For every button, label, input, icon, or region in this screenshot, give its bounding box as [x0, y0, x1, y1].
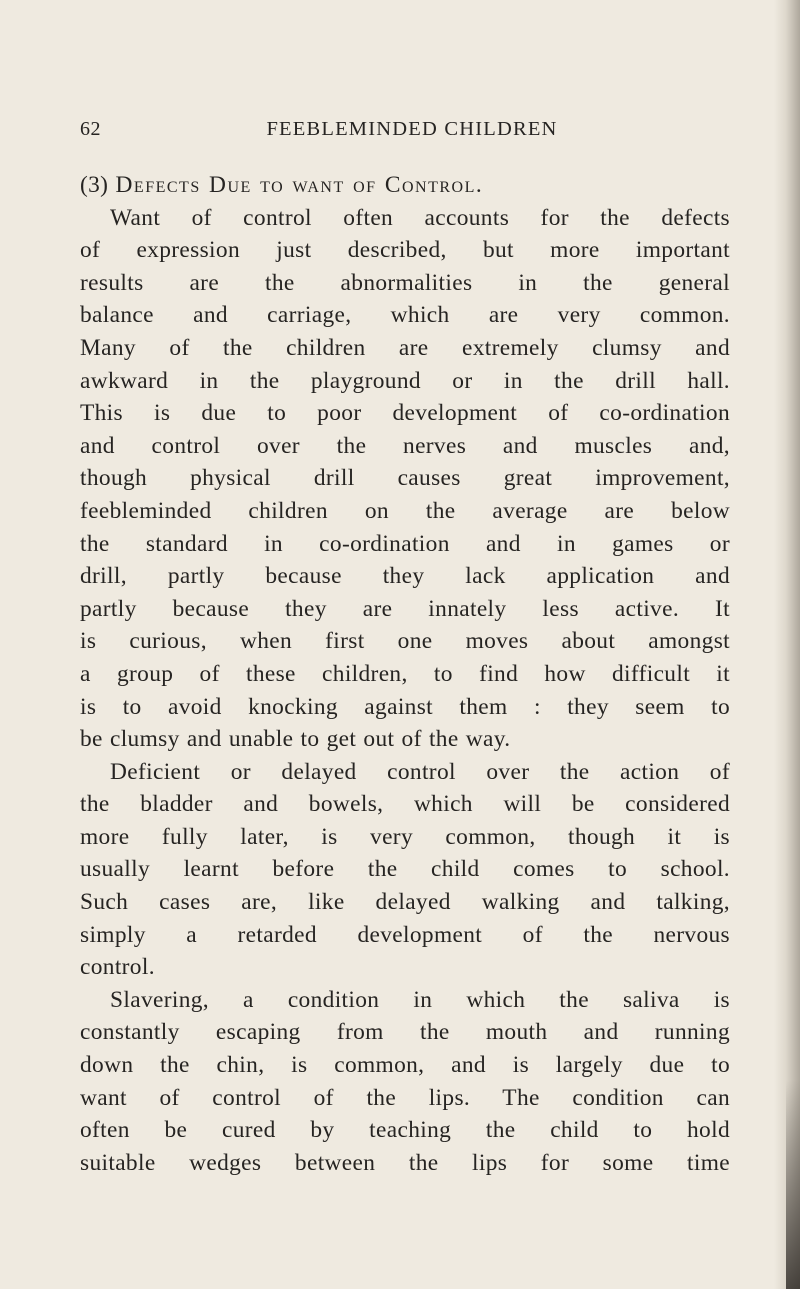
section-number: (3)	[80, 172, 109, 198]
text-line: a group of these children, to find how difficult it	[80, 660, 730, 687]
text-line: is curious, when first one moves about amongst	[80, 628, 730, 655]
section-heading-line	[80, 169, 730, 202]
text-line: Such cases are, like delayed walking and talking,	[80, 889, 730, 916]
text-line: the standard in co-ordination and in games or	[80, 530, 730, 557]
text-line: suitable wedges between the lips for some time	[80, 1149, 730, 1176]
text-line: usually learnt before the child comes to school.	[80, 856, 730, 883]
text-line: want of control of the lips. The condition can	[80, 1084, 730, 1111]
page-edge-dark	[786, 1080, 800, 1289]
text-line: the bladder and bowels, which will be considered	[80, 791, 730, 818]
text-line: results are the abnormalities in the general	[80, 269, 730, 296]
text-line: down the chin, is common, and is largely due to	[80, 1052, 730, 1079]
paragraph-1	[80, 202, 730, 756]
text-line: often be cured by teaching the child to hold	[80, 1117, 730, 1144]
text-line: of expression just described, but more important	[80, 237, 730, 264]
text-line: feebleminded children on the average are below	[80, 497, 730, 524]
text-line: more fully later, is very common, though it is	[80, 823, 730, 850]
paragraph-3	[80, 984, 730, 1180]
text-line: Deficient or delayed control over the action of	[110, 758, 730, 785]
text-line: be clumsy and unable to get out of the way.	[80, 726, 511, 753]
text-line: Many of the children are extremely clumsy and	[80, 334, 730, 361]
text-line: constantly escaping from the mouth and running	[80, 1019, 730, 1046]
text-line: partly because they are innately less active. It	[80, 595, 730, 622]
text-line: is to avoid knocking against them : they seem to	[80, 693, 730, 720]
body-text	[80, 169, 730, 1179]
running-head: FEEBLEMINDED CHILDREN	[266, 118, 558, 140]
text-line: drill, partly because they lack application and	[80, 563, 730, 590]
text-line: balance and carriage, which are very common.	[80, 302, 730, 329]
text-line: This is due to poor development of co-ordination	[80, 400, 730, 427]
section-heading: Defects Due to want of Control.	[115, 172, 484, 198]
paragraph-2	[80, 756, 730, 984]
text-line: Want of control often accounts for the defects	[110, 204, 730, 231]
page-header	[80, 118, 730, 148]
text-line: and control over the nerves and muscles and,	[80, 432, 730, 459]
text-line: simply a retarded development of the nervous	[80, 921, 730, 948]
text-line: control.	[80, 954, 155, 981]
text-line: though physical drill causes great improvement,	[80, 465, 730, 492]
page-number: 62	[80, 118, 101, 140]
text-line: Slavering, a condition in which the saliva is	[110, 986, 730, 1013]
text-line: awkward in the playground or in the drill hall.	[80, 367, 730, 394]
